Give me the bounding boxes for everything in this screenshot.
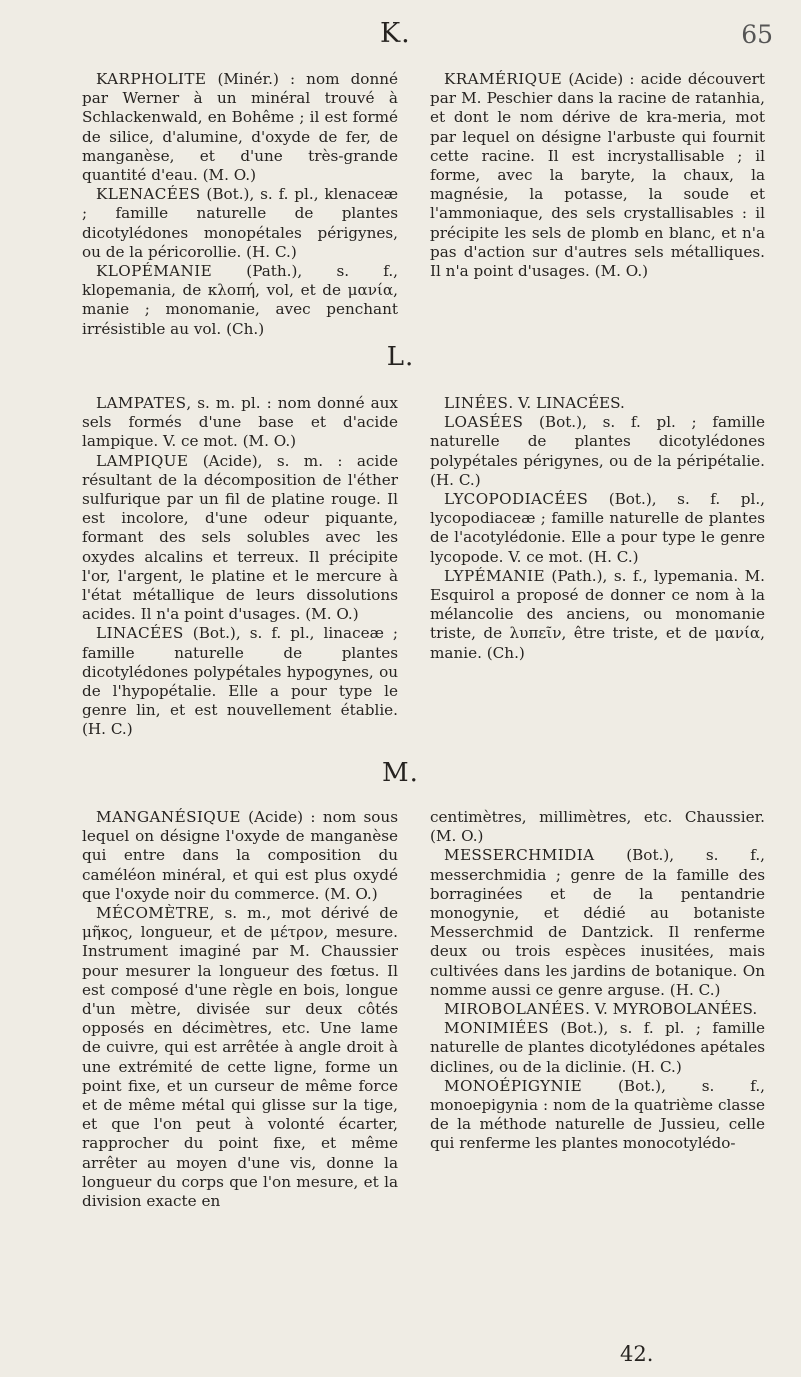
entry-headword: LAMPIQUE [96,451,189,470]
entry-definition: , s. m., mot dérivé de μῆκος, longueur, et de μέτρον, mesure. Instrument imaginé par M. Chaussier pour mesurer la longueur des fœtus. Il est composé d'une règle en bois, longue d'un mètre, divisée sur deux côtés opposés en décimètres, etc. Une lame de cuivre, qui est arrêtée à angle droit à une extrémité de cette ligne, forme un point fixe, et un curseur de même force et de même métal qui glisse sur la tige, et que l'on peut à volonté écarter, rapprocher du point fixe, et même arrêter au moyen d'une vis, donne la longueur du corps que l'on mesure, et la division exacte en [82,904,398,1211]
dictionary-entry [430,1019,765,1077]
entry-headword: MONIMIÉES [444,1019,550,1038]
entry-headword: LAMPATES [96,394,187,412]
dictionary-entry [82,262,398,339]
entry-definition: . V. LINACÉES. [508,394,625,412]
entry-definition: (Acide) : nom sous lequel on désigne l'oxyde de manganèse qui entre dans la composition du caméléon minéral, et qui est plus oxydé que l'oxyde noir du commerce. (M. O.) [82,808,398,903]
entry-headword: KLENACÉES [96,185,201,204]
entry-definition: . V. MYROBOLANÉES. [585,1000,758,1019]
entry-definition: (Bot.), s. f., messerchmidia ; genre de la famille des borraginées et de la pentandrie monogynie, et dédié au botaniste Messerchmid de Dantzick. Il renferme deux ou trois espèces inusitées, mais cultivées dans les jardins de botanique. On nomme aussi ce genre arguse. (H. C.) [430,846,765,999]
entry-headword: MÉCOMÈTRE [96,904,210,923]
column-m-right [430,808,765,1154]
section-heading-m: M. [382,758,419,788]
entry-headword: KLOPÉMANIE [96,262,213,281]
running-head-letter: K. [380,18,411,49]
entry-headword: KARPHOLITE [96,70,207,88]
entry-definition: (Bot.), s. f. pl., lycopodiaceæ ; famille naturelle de plantes de l'acotylédonie. Elle a pour type le genre lycopode. V. ce mot. (H. C.) [430,490,765,566]
entry-headword: LOASÉES [444,413,524,432]
dictionary-entry [82,808,398,904]
dictionary-entry [430,1000,765,1019]
column-l-left [82,394,398,740]
page-number: 65 [741,20,773,49]
column-k-right [430,70,765,281]
dictionary-entry [430,567,765,663]
entry-definition: (Path.), s. f., klopemania, de κλοπή, vol, et de μανία, manie ; monomanie, avec penchant irrésistible au vol. (Ch.) [82,262,398,338]
entry-definition: (Path.), s. f., lypemania. M. Esquirol a proposé de donner ce nom à la mélancolie des anciens, ou monomanie triste, de λυπεῖν, être triste, et de μανία, manie. (Ch.) [430,566,765,662]
dictionary-entry [82,70,398,185]
signature-mark: 42. [620,1342,654,1366]
dictionary-entry [430,1077,765,1154]
dictionary-entry [82,624,398,739]
column-m-left [82,808,398,1211]
dictionary-entry [82,394,398,452]
dictionary-entry [430,490,765,567]
column-l-right [430,394,765,663]
entry-headword: LYCOPODIACÉES [444,490,589,509]
dictionary-entry [82,452,398,625]
entry-headword: MIROBOLANÉES [444,1000,586,1019]
entry-headword: MONOÉPIGYNIE [444,1076,583,1095]
section-heading-l: L. [386,342,415,372]
entry-definition: (Bot.), s. f. pl. ; famille naturelle de plantes dicotylédones apétales diclines, ou de la diclinie. (H. C.) [430,1019,765,1076]
dictionary-entry [430,846,765,1000]
entry-headword: KRAMÉRIQUE [444,70,563,88]
entry-definition: (Bot.), s. f. pl., linaceæ ; famille naturelle de plantes dicotylédones polypétales hypogynes, ou de l'hypopétalie. Elle a pour type le genre lin, et est nouvellement établie. (H. C.) [82,624,398,739]
dictionary-entry [82,185,398,262]
entry-definition: (Bot.), s. f. pl. ; famille naturelle de plantes dicotylédones polypétales périgynes, ou de la péripétalie. (H. C.) [430,413,765,489]
entry-headword: LYPÉMANIE [444,566,545,585]
dictionary-entry [430,394,765,413]
entry-headword: MANGANÉSIQUE [96,808,241,826]
entry-headword: MESSERCHMIDIA [444,846,595,865]
column-k-left [82,70,398,339]
continued-text: centimètres, millimètres, etc. Chaussier. (M. O.) [430,808,765,846]
entry-definition: (Acide) : acide découvert par M. Peschier dans la racine de ratanhia, et dont le nom dérive de kra-meria, mot par lequel on désigne l'arbuste qui fournit cette racine. Il est incrystallisable ; il forme, avec la baryte, la chaux, la magnésie, la potasse, la soude et l'ammoniaque, des sels crystallisables : il précipite les sels de plomb en blanc, et n'a pas d'action sur d'autres sels métalliques. Il n'a point d'usages. (M. O.) [430,70,765,281]
entry-definition: , s. m. pl. : nom donné aux sels formés d'une base et d'acide lampique. V. ce mot. (M. O.) [82,394,398,451]
dictionary-entry [82,904,398,1211]
entry-definition: (Bot.), s. f., monoepigynia : nom de la quatrième classe de la méthode naturelle de Jussieu, celle qui renferme les plantes monocotylédo- [430,1076,765,1153]
entry-definition: (Acide), s. m. : acide résultant de la décomposition de l'éther sulfurique par un fil de platine rouge. Il est incolore, d'une odeur piquante, formant des sels solubles avec les oxydes alcalins et terreux. Il précipite l'or, l'argent, le platine et le mercure à l'état métallique de leurs dissolutions acides. Il n'a point d'usages. (M. O.) [82,451,398,624]
entry-definition: (Bot.), s. f. pl., klenaceæ ; famille naturelle de plantes dicotylédones monopétales périgynes, ou de la péricorollie. (H. C.) [82,185,398,261]
dictionary-entry [430,413,765,490]
entry-headword: LINÉES [444,394,509,412]
dictionary-entry [430,70,765,281]
entry-definition: (Minér.) : nom donné par Werner à un minéral trouvé à Schlackenwald, en Bohême ; il est formé de silice, d'alumine, d'oxyde de fer, de manganèse, et d'une très-grande quantité d'eau. (M. O.) [82,70,398,185]
running-head [0,18,801,52]
entry-headword: LINACÉES [96,624,184,643]
